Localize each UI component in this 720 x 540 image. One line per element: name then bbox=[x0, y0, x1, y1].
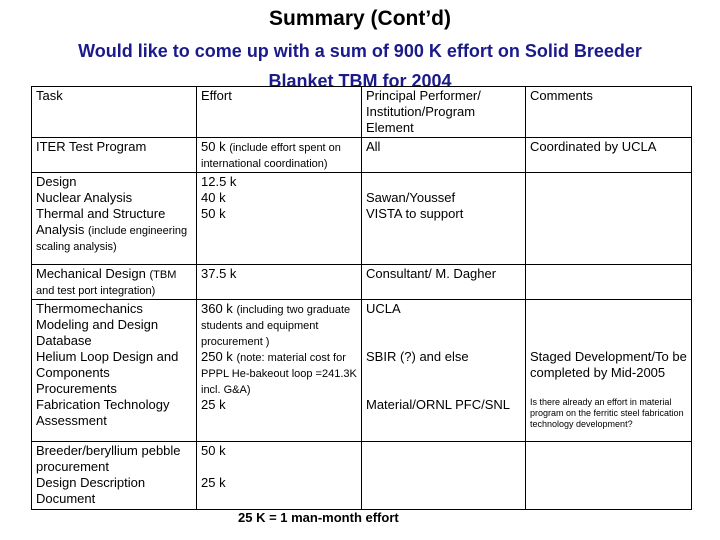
cell-task bbox=[32, 265, 197, 300]
performer-thermal: VISTA to support bbox=[366, 206, 464, 221]
cell-effort bbox=[197, 173, 362, 265]
table-header-row bbox=[32, 87, 692, 138]
performer-helium: SBIR (?) and else bbox=[366, 349, 469, 364]
effort-helium-note: (note: material cost for PPPL He-bakeout loop =241.3K incl. G&A) bbox=[201, 352, 357, 396]
comment-fabrication: Is there already an effort in material program on the ferritic steel fabrication technology development? bbox=[530, 397, 684, 429]
cell-comments bbox=[526, 300, 692, 442]
task-nuclear: Nuclear Analysis bbox=[36, 190, 133, 205]
task-ddd: Design Description Document bbox=[36, 475, 146, 506]
cell-task bbox=[32, 300, 197, 442]
cell-effort bbox=[197, 138, 362, 173]
performer-nuclear: Sawan/Youssef bbox=[366, 190, 456, 205]
table-row-last bbox=[32, 442, 692, 510]
cell-comments: Coordinated by UCLA bbox=[526, 138, 692, 173]
performer-design-empty bbox=[366, 174, 521, 190]
task-design: Design bbox=[36, 174, 77, 189]
header-comments: Comments bbox=[526, 87, 692, 138]
effort-helium-value: 250 k bbox=[201, 349, 233, 364]
effort-breeder: 50 k bbox=[201, 443, 226, 458]
table-row-group bbox=[32, 300, 692, 442]
performer-fabrication: Material/ORNL PFC/SNL bbox=[366, 397, 510, 412]
table-row-design bbox=[32, 173, 692, 265]
task-fabrication: Fabrication Technology Assessment bbox=[36, 397, 170, 428]
effort-thermomech-note: (including two graduate students and equipment procurement ) bbox=[201, 304, 351, 348]
effort-helium bbox=[201, 349, 357, 397]
cell-task bbox=[32, 442, 197, 510]
task-thermal-label: Thermal and Structure Analysis bbox=[36, 206, 166, 237]
effort-value: 50 k bbox=[201, 139, 226, 154]
header-performer: Principal Performer/ Institution/Program Element bbox=[362, 87, 526, 138]
cell-task: ITER Test Program bbox=[32, 138, 197, 173]
footer-note: 25 K = 1 man-month effort bbox=[238, 510, 399, 525]
effort-note: (include effort spent on international coordination) bbox=[201, 142, 341, 170]
effort-thermomech-value: 360 k bbox=[201, 301, 233, 316]
effort-ddd: 25 k bbox=[201, 475, 226, 490]
cell-comments bbox=[526, 265, 692, 300]
header-effort: Effort bbox=[197, 87, 362, 138]
task-breeder: Breeder/beryllium pebble procurement bbox=[36, 443, 181, 474]
page-subtitle: Would like to come up with a sum of 900 K effort on Solid Breeder Blanket TBM for 2004 bbox=[78, 41, 642, 91]
cell-effort: 37.5 k bbox=[197, 265, 362, 300]
task-thermal-note: (include engineering scaling analysis) bbox=[36, 225, 188, 253]
effort-fabrication: 25 k bbox=[201, 397, 226, 412]
performer-thermomech: UCLA bbox=[366, 301, 401, 316]
effort-thermal: 50 k bbox=[201, 206, 226, 221]
cell-comments bbox=[526, 173, 692, 265]
task-thermal bbox=[36, 206, 192, 254]
cell-performer bbox=[362, 173, 526, 265]
cell-performer: All bbox=[362, 138, 526, 173]
header-task: Task bbox=[32, 87, 197, 138]
task-mech-note: (TBM and test port integration) bbox=[36, 269, 177, 297]
cell-performer bbox=[362, 300, 526, 442]
cell-comments bbox=[526, 442, 692, 510]
effort-thermomech bbox=[201, 301, 357, 349]
page-title: Summary (Cont’d) bbox=[268, 7, 451, 30]
comment-thermomech-empty bbox=[530, 301, 687, 349]
task-helium: Helium Loop Design and Components Procurements bbox=[36, 349, 179, 396]
cell-task bbox=[32, 173, 197, 265]
task-thermomech: Thermomechanics Modeling and Design Database bbox=[36, 301, 159, 348]
cell-performer bbox=[362, 442, 526, 510]
cell-performer: Consultant/ M. Dagher bbox=[362, 265, 526, 300]
comment-helium: Staged Development/To be completed by Mid-2005 bbox=[530, 349, 687, 380]
effort-design: 12.5 k bbox=[201, 174, 237, 189]
cell-effort bbox=[197, 300, 362, 442]
effort-nuclear: 40 k bbox=[201, 190, 226, 205]
task-mech: Mechanical Design bbox=[36, 266, 146, 281]
cell-effort bbox=[197, 442, 362, 510]
table-row-mech bbox=[32, 265, 692, 300]
table-row-iter bbox=[32, 138, 692, 173]
summary-table bbox=[31, 86, 692, 510]
